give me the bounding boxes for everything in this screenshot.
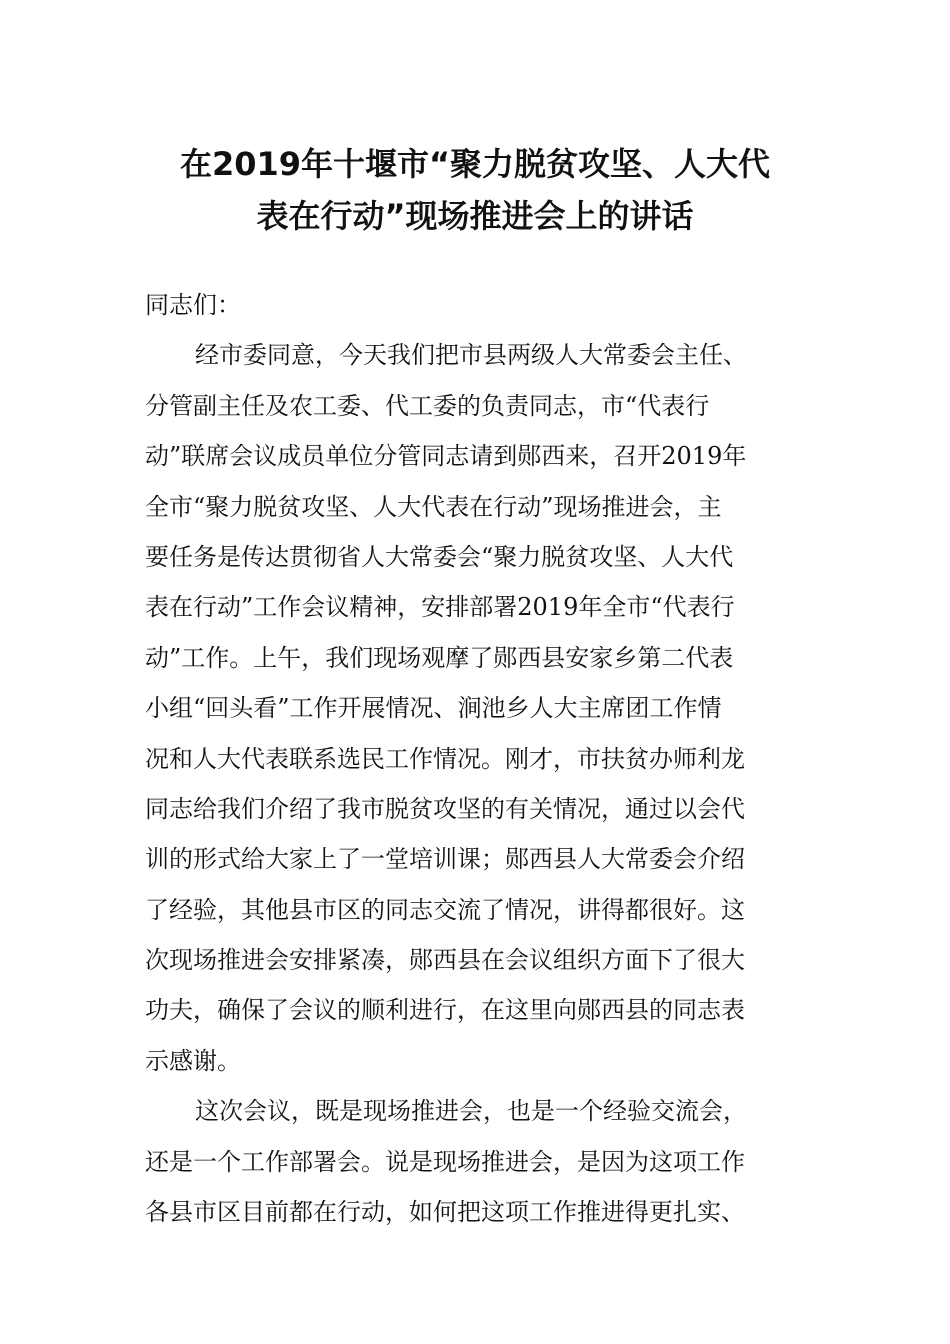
document-body: [145, 280, 805, 1237]
paragraph-1-line: 了经验，其他县市区的同志交流了情况，讲得都很好。这: [145, 895, 745, 924]
title-line-2: 表在行动”现场推进会上的讲话: [256, 197, 694, 235]
paragraph-1-line: 小组“回头看”工作开展情况、涧池乡人大主席团工作情: [145, 694, 722, 723]
paragraph-2-line: 这次会议，既是现场推进会，也是一个经验交流会，: [195, 1097, 747, 1126]
paragraph-1-line: 况和人大代表联系选民工作情况。刚才，市扶贫办师利龙: [145, 744, 745, 773]
paragraph-1-line: 训的形式给大家上了一堂培训课；郧西县人大常委会介绍: [145, 845, 745, 874]
salutation: 同志们：: [145, 291, 241, 319]
paragraph-1-line: 同志给我们介绍了我市脱贫攻坚的有关情况，通过以会代: [145, 794, 745, 823]
paragraph-2-line: 还是一个工作部署会。说是现场推进会，是因为这项工作: [145, 1147, 745, 1176]
paragraph-1-line: 表在行动”工作会议精神，安排部署2019年全市“代表行: [145, 593, 735, 622]
paragraph-1-line: 次现场推进会安排紧凑，郧西县在会议组织方面下了很大: [145, 946, 745, 975]
paragraph-1-line: 动”联席会议成员单位分管同志请到郧西来，召开2019年: [145, 442, 747, 471]
paragraph-1-line: 动”工作。上午，我们现场观摩了郧西县安家乡第二代表: [145, 643, 734, 672]
document-title: [145, 138, 805, 242]
paragraph-1-line: 要任务是传达贯彻省人大常委会“聚力脱贫攻坚、人大代: [145, 542, 734, 571]
paragraph-1-line: 示感谢。: [145, 1046, 241, 1075]
paragraph-1-line: 全市“聚力脱贫攻坚、人大代表在行动”现场推进会，主: [145, 492, 722, 521]
paragraph-1-line: 功夫，确保了会议的顺利进行，在这里向郧西县的同志表: [145, 996, 745, 1025]
paragraph-1-line: 经市委同意，今天我们把市县两级人大常委会主任、: [195, 341, 747, 370]
paragraph-2-line: 各县市区目前都在行动，如何把这项工作推进得更扎实、: [145, 1198, 745, 1227]
title-line-1: 在2019年十堰市“聚力脱贫攻坚、人大代: [179, 145, 771, 183]
paragraph-1-line: 分管副主任及农工委、代工委的负责同志，市“代表行: [145, 391, 710, 420]
